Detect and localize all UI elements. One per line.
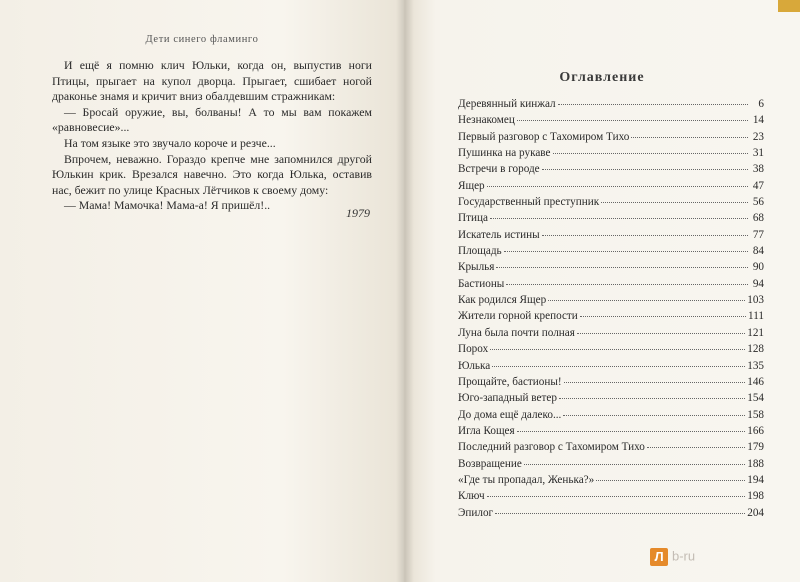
book-spine — [396, 0, 414, 582]
toc-leader-dots — [601, 192, 748, 203]
toc-entry-title: Порох — [458, 343, 489, 356]
toc-leader-dots — [495, 503, 745, 514]
toc-entry-page: 84 — [752, 245, 764, 258]
toc-entry-title: Юго-западный ветер — [458, 392, 557, 405]
toc-entry-page: 188 — [747, 457, 764, 470]
toc-entry-title: Юлька — [458, 359, 491, 372]
table-of-contents — [458, 96, 764, 521]
toc-entry-page: 194 — [747, 473, 764, 486]
toc-entry-title: Как родился Ящер — [458, 294, 547, 307]
toc-leader-dots — [559, 388, 745, 399]
story-year: 1979 — [346, 206, 370, 220]
toc-entry-title: Бастионы — [458, 277, 505, 290]
toc-entry-title: Возвращение — [458, 457, 522, 470]
toc-leader-dots — [577, 323, 745, 334]
toc-leader-dots — [487, 486, 746, 497]
toc-entry-title: Государственный преступник — [458, 196, 600, 209]
toc-entry-page: 166 — [747, 424, 764, 437]
paragraph: На том языке это звучало короче и резче... — [64, 135, 276, 150]
watermark — [650, 548, 695, 566]
toc-entry-page: 94 — [752, 277, 764, 290]
paragraph: — Бросай оружие, вы, болваны! А то мы вам покажем «равновесие»... — [52, 104, 372, 135]
toc-leader-dots — [524, 454, 745, 465]
toc-entry-page: 56 — [752, 196, 764, 209]
toc-entry-title: Площадь — [458, 245, 502, 258]
toc-entry-page: 179 — [747, 441, 764, 454]
toc-leader-dots — [517, 110, 748, 121]
toc-entry-title: Искатель истины — [458, 228, 540, 241]
toc-leader-dots — [490, 339, 745, 350]
toc-leader-dots — [496, 257, 748, 268]
toc-entry-title: Эпилог — [458, 506, 494, 519]
toc-entry-title: Последний разговор с Тахомиром Тихо — [458, 441, 645, 454]
toc-entry-title: Ящер — [458, 179, 485, 192]
toc-entry-title: Луна была почти полная — [458, 326, 575, 339]
watermark-logo: Л — [650, 548, 668, 566]
toc-entry-page: 38 — [752, 163, 764, 176]
toc-entry-page: 135 — [747, 359, 764, 372]
toc-entry-page: 31 — [752, 147, 764, 160]
toc-leader-dots — [563, 405, 745, 416]
toc-leader-dots — [542, 225, 748, 236]
toc-entry-title: Ключ — [458, 490, 485, 503]
toc-entry-title: Птица — [458, 212, 488, 225]
toc-entry-title: До дома ещё далеко... — [458, 408, 562, 421]
toc-leader-dots — [487, 176, 748, 187]
toc-leader-dots — [490, 208, 748, 219]
toc-entry-page: 146 — [747, 375, 764, 388]
toc-leader-dots — [596, 470, 745, 481]
toc-entry-page: 90 — [752, 261, 764, 274]
toc-leader-dots — [631, 127, 748, 138]
story-text — [52, 58, 372, 214]
toc-entry-page: 68 — [752, 212, 764, 225]
toc-entry-page: 6 — [758, 98, 764, 110]
toc-leader-dots — [580, 306, 746, 317]
toc-entry-page: 111 — [748, 310, 764, 323]
toc-entry-title: Прощайте, бастионы! — [458, 375, 562, 388]
toc-entry-page: 103 — [747, 294, 764, 307]
watermark-text: b-ru — [672, 548, 696, 564]
paragraph: Впрочем, неважно. Гораздо крепче мне запомнился другой Юлькин крик. Врезался навечно. Это когда Юлька, оставив нас, бежит по улице Красных Лётчиков к своему дому: — [52, 151, 372, 197]
toc-entry-title: Жители горной крепости — [458, 310, 578, 323]
toc-entry-title: «Где ты пропадал, Женька?» — [458, 473, 595, 486]
toc-entry-title: Незнакомец — [458, 114, 515, 127]
toc-leader-dots — [564, 372, 746, 383]
toc-entry-page: 128 — [747, 343, 764, 356]
toc-leader-dots — [492, 356, 745, 367]
toc-entry — [458, 505, 764, 521]
toc-leader-dots — [553, 143, 749, 154]
toc-entry-page: 204 — [747, 506, 764, 519]
toc-entry-page: 23 — [752, 130, 764, 143]
toc-leader-dots — [504, 241, 748, 252]
toc-leader-dots — [542, 159, 748, 170]
toc-entry-page: 198 — [747, 490, 764, 503]
paragraph: И ещё я помню клич Юльки, когда он, выпустив ноги Птицы, прыгает на купол дворца. Прыгает, сшибает ногой драконье знамя и кричит вниз обалдевшим стражникам: — [52, 58, 372, 104]
toc-leader-dots — [517, 421, 746, 432]
running-head: Дети синего фламинго — [145, 34, 259, 45]
toc-leader-dots — [647, 437, 745, 448]
toc-entry-page: 154 — [747, 392, 764, 405]
toc-title: Оглавление — [559, 70, 645, 85]
toc-entry-title: Первый разговор с Тахомиром Тихо — [458, 130, 630, 143]
toc-entry-title: Деревянный кинжал — [458, 98, 556, 110]
cover-corner — [778, 0, 800, 12]
toc-entry-title: Пушинка на рукаве — [458, 147, 551, 160]
toc-leader-dots — [548, 290, 745, 301]
toc-leader-dots — [558, 94, 748, 105]
toc-entry-page: 14 — [752, 114, 764, 127]
toc-entry-title: Игла Кощея — [458, 424, 515, 437]
toc-leader-dots — [506, 274, 748, 285]
toc-entry-title: Крылья — [458, 261, 495, 274]
toc-entry-title: Встречи в городе — [458, 163, 540, 176]
toc-entry-page: 121 — [747, 326, 764, 339]
toc-entry-page: 158 — [747, 408, 764, 421]
toc-entry-page: 47 — [752, 179, 764, 192]
toc-entry-page: 77 — [752, 228, 764, 241]
paragraph: — Мама! Мамочка! Мама-а! Я пришёл!.. — [64, 198, 271, 213]
